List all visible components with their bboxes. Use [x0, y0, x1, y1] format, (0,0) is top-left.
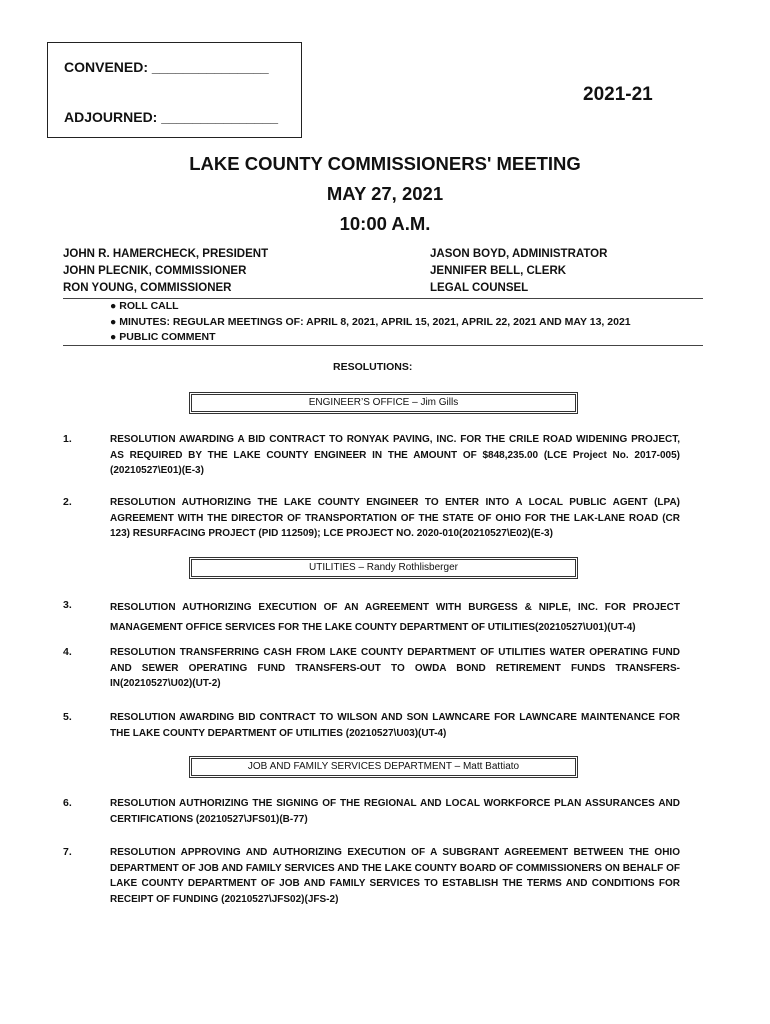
item-number: 1. [63, 433, 72, 445]
agenda-roll-call: ● ROLL CALL [110, 300, 179, 312]
resolution-item: RESOLUTION AWARDING BID CONTRACT TO WILSON AND SON LAWNCARE FOR LAWNCARE MAINTENANCE FOR THE LAKE COUNTY DEPARTMENT OF UTILITIES (20210527\U03)(UT-4) [110, 712, 680, 739]
agenda-minutes: ● MINUTES: REGULAR MEETINGS OF: APRIL 8, 2021, APRIL 15, 2021, APRIL 22, 2021 AND MAY 13, 2021 [110, 316, 631, 328]
resolution-item: RESOLUTION AUTHORIZING THE LAKE COUNTY ENGINEER TO ENTER INTO A LOCAL PUBLIC AGENT (LPA) AGREEMENT WITH THE DIRECTOR OF TRANSPORTATION OF THE STATE OF OHIO FOR THE LAK-LANE ROAD (CR 123) RESURFACING PROJECT (PID 112509); LCE PROJECT NO. 2020-010(20210527\E02)(E-3) [110, 497, 680, 539]
divider-top [63, 298, 703, 299]
resolution-item: RESOLUTION TRANSFERRING CASH FROM LAKE COUNTY DEPARTMENT OF UTILITIES WATER OPERATING FUND AND SEWER OPERATING FUND TRANSFERS-OUT TO OWDA BOND RETIREMENT FUNDS TRANSFERS-IN(20210527\U02)(UT-2) [110, 647, 680, 689]
official-commissioner-young: RON YOUNG, COMMISSIONER [63, 282, 232, 294]
dept-engineer: ENGINEER’S OFFICE – Jim Gills [189, 392, 578, 414]
item-number: 7. [63, 846, 72, 858]
meeting-title: LAKE COUNTY COMMISSIONERS' MEETING [189, 153, 581, 174]
official-president: JOHN R. HAMERCHECK, PRESIDENT [63, 248, 269, 260]
item-number: 5. [63, 711, 72, 723]
official-commissioner-plecnik: JOHN PLECNIK, COMMISSIONER [63, 265, 247, 277]
item-number: 3. [63, 599, 72, 611]
resolution-item: RESOLUTION AWARDING A BID CONTRACT TO RONYAK PAVING, INC. FOR THE CRILE ROAD WIDENING PROJECT, AS REQUIRED BY THE LAKE COUNTY ENGINEER IN THE AMOUNT OF $848,235.00 (LCE Project No. 2017-005)(20210527\E01)(E-3) [110, 434, 680, 476]
document-number: 2021-21 [583, 84, 653, 105]
convened-label: CONVENED: _______________ [64, 59, 269, 75]
dept-utilities: UTILITIES – Randy Rothlisberger [189, 557, 578, 579]
convene-adjourn-box [47, 42, 302, 138]
resolutions-heading: RESOLUTIONS: [333, 361, 413, 373]
item-number: 4. [63, 646, 72, 658]
resolution-item: RESOLUTION APPROVING AND AUTHORIZING EXECUTION OF A SUBGRANT AGREEMENT BETWEEN THE OHIO DEPARTMENT OF JOB AND FAMILY SERVICES AND THE LAKE COUNTY BOARD OF COMMISSIONERS ON BEHALF OF LAKE COUNTY DEPARTMENT OF JOB AND FAMILY SERVICES TO ESTABLISH THE TERMS AND CONDITIONS FOR RECEIPT OF FUNDING (20210527\JFS02)(JFS-2) [110, 847, 680, 905]
agenda-public-comment: ● PUBLIC COMMENT [110, 331, 216, 343]
official-legal-counsel: LEGAL COUNSEL [430, 282, 529, 294]
adjourned-label: ADJOURNED: _______________ [64, 109, 279, 125]
meeting-date: MAY 27, 2021 [326, 183, 444, 204]
official-clerk: JENNIFER BELL, CLERK [430, 265, 567, 277]
item-number: 2. [63, 496, 72, 508]
official-administrator: JASON BOYD, ADMINISTRATOR [430, 248, 608, 260]
meeting-time: 10:00 A.M. [339, 213, 431, 234]
divider-bottom [63, 345, 703, 346]
resolution-item: RESOLUTION AUTHORIZING THE SIGNING OF THE REGIONAL AND LOCAL WORKFORCE PLAN ASSURANCES AND CERTIFICATIONS (20210527\JFS01)(B-77) [110, 798, 680, 825]
item-number: 6. [63, 797, 72, 809]
dept-job-family-services: JOB AND FAMILY SERVICES DEPARTMENT – Matt Battiato [189, 756, 578, 778]
resolution-item: RESOLUTION AUTHORIZING EXECUTION OF AN AGREEMENT WITH BURGESS & NIPLE, INC. FOR PROJECT MANAGEMENT OFFICE SERVICES FOR THE LAKE COUNTY DEPARTMENT OF UTILITIES(20210527\U01)(UT-4) [110, 602, 680, 633]
